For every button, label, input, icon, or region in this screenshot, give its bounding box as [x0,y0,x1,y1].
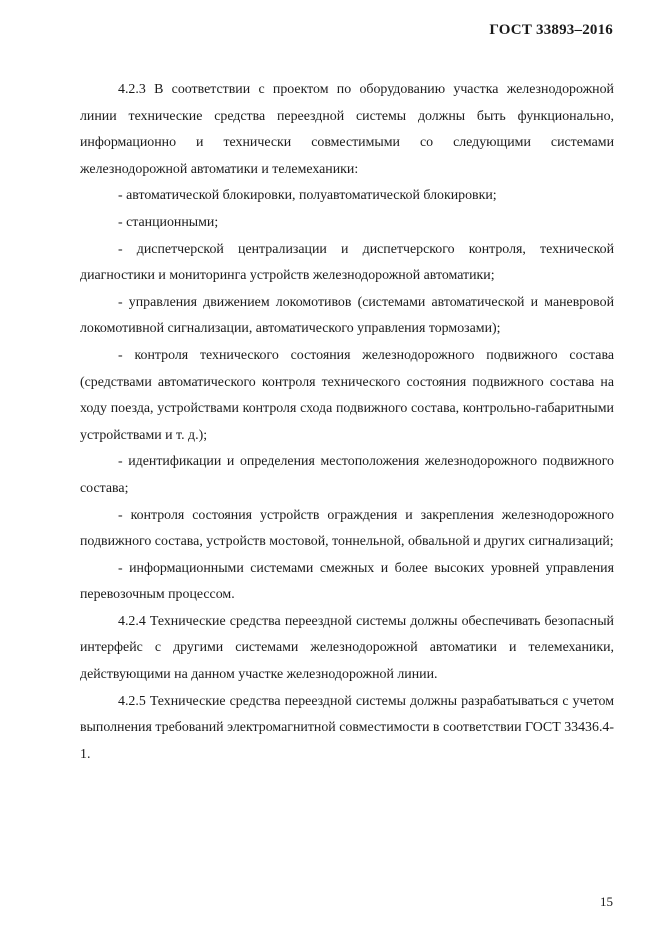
list-item: - станционными; [118,214,219,230]
list-item: - автоматической блокировки, полуавтоматической блокировки; [118,188,497,204]
document-header: ГОСТ 33893–2016 [489,22,613,38]
list-item: - информационными системами смежных и более высоких уровней управления перевозочным процессом. [80,560,614,603]
list-item: - контроля состояния устройств ограждения и закрепления железнодорожного подвижного состава, устройств мостовой, тоннельной, обвальной и других сигнализаций; [80,507,614,550]
clause-4-2-5: 4.2.5 Технические средства переездной системы должны разрабатываться с учетом выполнения требований электромагнитной совместимости в соответствии ГОСТ 33436.4-1. [80,693,614,762]
clause-4-2-4: 4.2.4 Технические средства переездной системы должны обеспечивать безопасный интерфейс с другими системами железнодорожной автоматики и телемеханики, действующими на данном участке железнодорожной линии. [80,613,614,683]
page-number: 15 [600,894,613,909]
list-item: - контроля технического состояния железнодорожного подвижного состава (средствами автоматического контроля технического состояния подвижного состава на ходу поезда, устройствами контроля схода подвижного состава, контрольно-габаритными устройствами и т. д.); [80,347,614,443]
clause-4-2-3: 4.2.3 В соответствии с проектом по оборудованию участка железнодорожной линии технические средства переездной системы должны быть функционально, информационно и технически совместимыми со следующими системами железнодорожной автоматики и телемеханики: [80,82,614,177]
list-item: - диспетчерской централизации и диспетчерского контроля, технической диагностики и мониторинга устройств железнодорожной автоматики; [80,241,614,284]
list-item: - идентификации и определения местоположения железнодорожного подвижного состава; [80,454,614,496]
document-body [80,77,614,768]
list-item: - управления движением локомотивов (системами автоматической и маневровой локомотивной сигнализации, автоматического управления тормозами); [80,294,614,337]
